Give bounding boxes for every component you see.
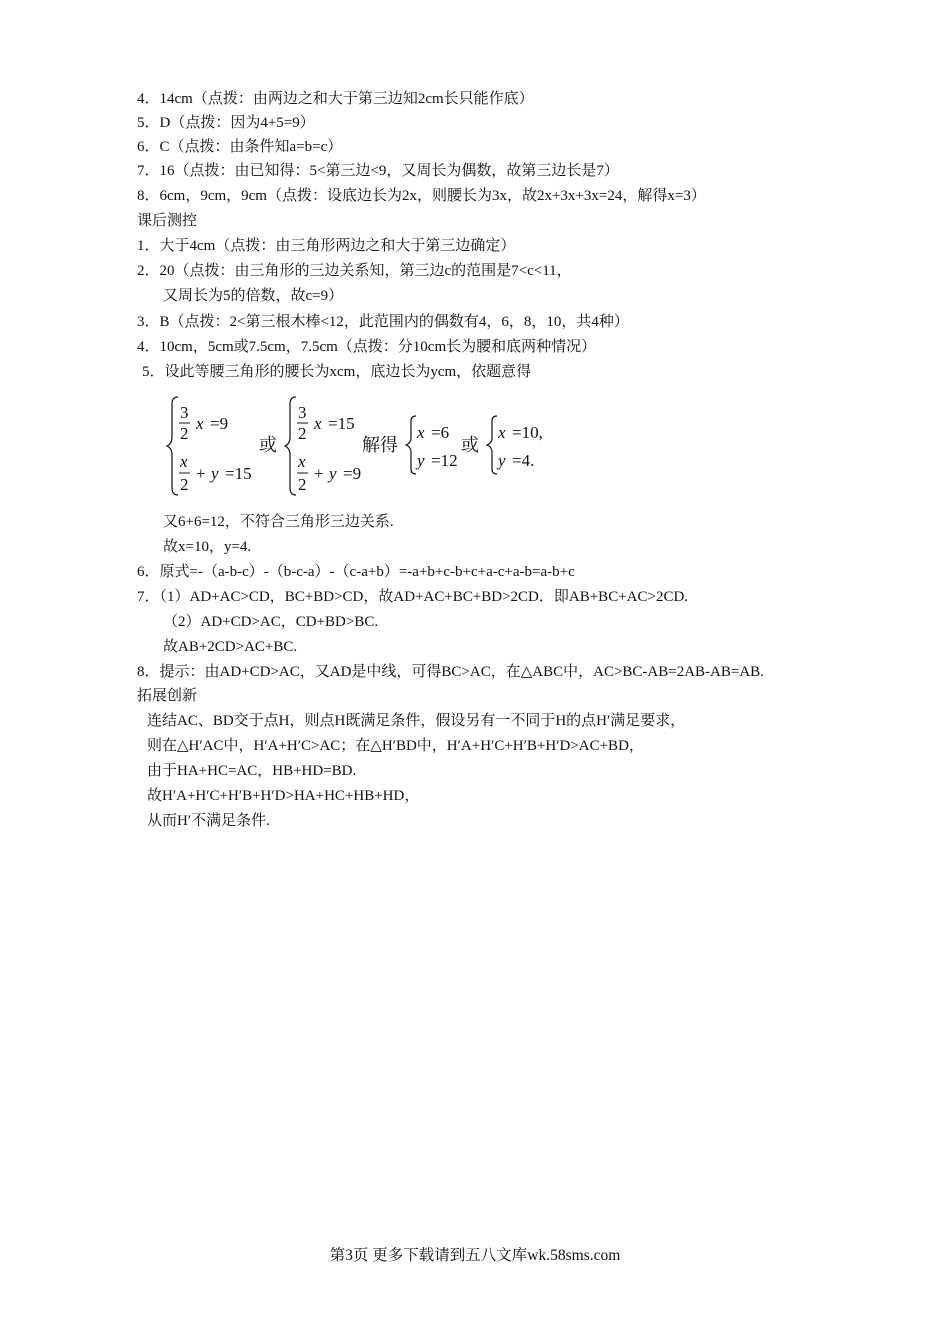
denominator: 2: [180, 424, 189, 443]
or-word: 或: [461, 435, 479, 455]
answer-line: 从而H′不满足条件.: [147, 813, 270, 829]
denominator: 2: [298, 475, 307, 494]
variable: x: [196, 414, 204, 433]
equation-rhs: =15: [328, 414, 355, 433]
equation-rhs: =9: [343, 464, 362, 483]
left-brace: [487, 416, 497, 474]
answer-line: 故AB+2CD>AC+BC.: [163, 639, 298, 655]
answer-line: 则在△H′AC中，H′A+H′C>AC；在△H′BD中，H′A+H′C+H′B+H′D>AC+BD，: [147, 738, 644, 754]
numerator: 3: [180, 403, 189, 422]
answer-line: 4．14cm（点拨：由两边之和大于第三边知2cm长只能作底）: [137, 91, 534, 107]
left-brace: [406, 416, 416, 474]
variable: y: [417, 451, 425, 470]
answer-line: 5．设此等腰三角形的腰长为xcm，底边长为ycm，依题意得: [142, 364, 532, 380]
section-heading: 课后测控: [137, 213, 198, 229]
variable: x: [417, 423, 425, 442]
variable: x: [498, 423, 506, 442]
solution-value: =12: [431, 451, 458, 470]
section-heading: 拓展创新: [137, 688, 198, 704]
answer-line: 又6+6=12，不符合三角形三边关系.: [163, 514, 394, 530]
solution-value: =4.: [512, 451, 535, 470]
answer-line: 7．16（点拨：由已知得：5<第三边<9，又周长为偶数，故第三边长是7）: [137, 163, 619, 179]
answer-line: 由于HA+HC=AC，HB+HD=BD.: [147, 763, 357, 779]
answer-line: 1．大于4cm（点拨：由三角形两边之和大于第三边确定）: [137, 238, 516, 254]
numerator: x: [180, 452, 188, 471]
equation-rhs: =15: [225, 464, 252, 483]
answer-line: 6．C（点拨：由条件知a=b=c）: [137, 139, 343, 155]
numerator: x: [298, 452, 306, 471]
equation-rhs: =9: [210, 414, 229, 433]
solution-value: =6: [431, 423, 450, 442]
answer-line: 5．D（点拨：因为4+5=9）: [137, 115, 315, 131]
solution-value: =10,: [512, 423, 543, 442]
answer-line: （2）AD+CD>AC，CD+BD>BC.: [163, 614, 379, 630]
variable: x: [314, 414, 322, 433]
variable: y: [329, 464, 337, 483]
answer-line: 4．10cm，5cm或7.5cm，7.5cm（点拨：分10cm长为腰和底两种情况）: [137, 339, 597, 355]
left-brace: [285, 397, 296, 495]
variable: y: [498, 451, 506, 470]
left-brace: [167, 397, 178, 495]
equation-systems: [165, 392, 585, 502]
denominator: 2: [180, 475, 189, 494]
answer-line: 8．提示：由AD+CD>AC，又AD是中线，可得BC>AC，在△ABC中，AC>BC-AB=2AB-AB=AB.: [137, 664, 764, 680]
answer-line: 6．原式=-（a-b-c）-（b-c-a）-（c-a+b）=-a+b+c-b+c+a-c+a-b=a-b+c: [137, 564, 575, 580]
answer-line: 故H′A+H′C+H′B+H′D>HA+HC+HB+HD，: [147, 788, 420, 804]
operator: +: [314, 464, 324, 483]
operator: +: [196, 464, 206, 483]
denominator: 2: [298, 424, 307, 443]
variable: y: [211, 464, 219, 483]
page-footer: 第3页 更多下载请到五八文库wk.58sms.com: [329, 1247, 621, 1264]
answer-line: 故x=10，y=4.: [163, 539, 252, 555]
answer-line: 8．6cm，9cm，9cm（点拨：设底边长为2x，则腰长为3x，故2x+3x+3x=24，解得x=3）: [137, 188, 706, 204]
answer-line: 3．B（点拨：2<第三根木棒<12，此范围内的偶数有4，6，8，10，共4种）: [137, 314, 629, 330]
numerator: 3: [298, 403, 307, 422]
or-word: 或: [259, 435, 277, 455]
answer-line: 7．（1）AD+AC>CD，BC+BD>CD，故AD+AC+BC+BD>2CD．即AB+BC+AC>2CD.: [137, 589, 689, 605]
answer-line: 连结AC、BD交于点H，则点H既满足条件，假设另有一不同于H的点H′满足要求，: [147, 713, 686, 729]
solve-word: 解得: [362, 435, 398, 455]
answer-line: 又周长为5的倍数，故c=9）: [163, 288, 344, 304]
answer-line: 2．20（点拨：由三角形的三边关系知，第三边c的范围是7<c<11，: [137, 263, 572, 279]
